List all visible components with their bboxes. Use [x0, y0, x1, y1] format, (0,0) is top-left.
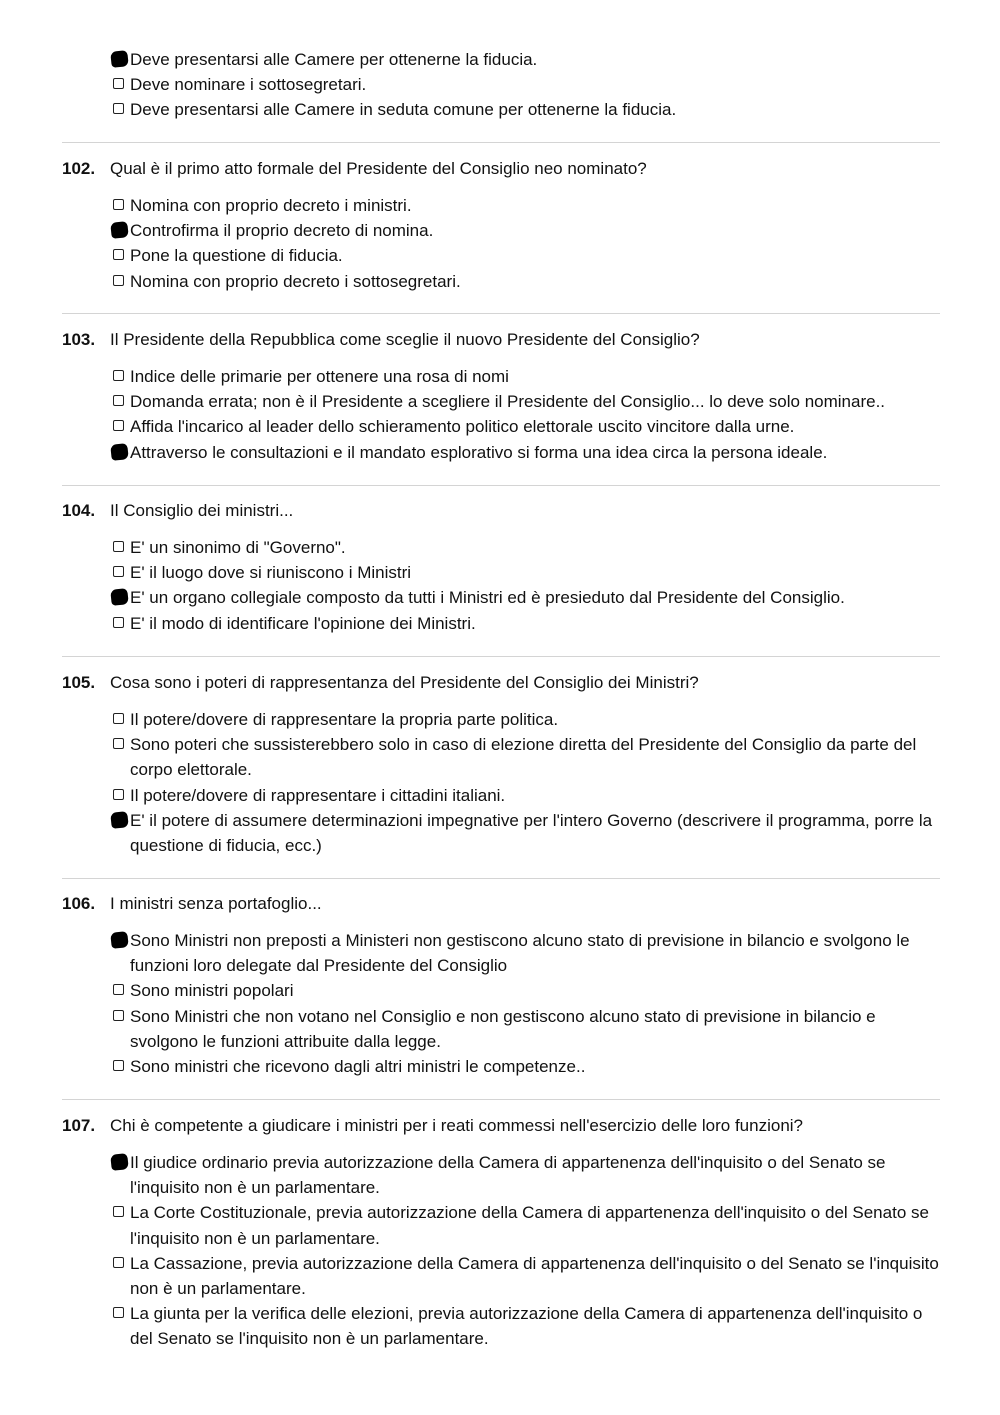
question-101-continuation: [62, 47, 940, 123]
answer-text: Sono Ministri non preposti a Ministeri non gestiscono alcuno stato di previsione in bilancio e svolgono le funzioni loro delegate dal Presidente del Consiglio: [130, 931, 910, 976]
checkbox-checked-icon[interactable]: [110, 1153, 129, 1171]
answer-option[interactable]: [112, 585, 940, 610]
answer-text: E' il potere di assumere determinazioni impegnative per l'intero Governo (descrivere il programma, porre la questione di fiducia, ecc.): [130, 810, 933, 856]
checkbox-checked-icon[interactable]: [110, 811, 129, 829]
answer-option[interactable]: [112, 560, 940, 585]
checkbox-empty-icon[interactable]: [113, 984, 124, 995]
question-104: [62, 498, 940, 636]
answer-text: La Cassazione, previa autorizzazione della Camera di appartenenza dell'inquisito o del Senato se l'inquisito non è un parlamentare.: [130, 1253, 939, 1299]
separator-line: [62, 656, 940, 657]
question-number: 106.: [62, 894, 96, 913]
checkbox-empty-icon[interactable]: [113, 617, 124, 628]
answer-option[interactable]: [112, 928, 940, 978]
checkbox-empty-icon[interactable]: [113, 1010, 124, 1021]
answer-option[interactable]: [112, 414, 940, 439]
answer-text: Deve presentarsi alle Camere per ottenerne la fiducia.: [130, 50, 538, 69]
answer-option[interactable]: [112, 707, 940, 732]
answer-text: Sono Ministri che non votano nel Consiglio e non gestiscono alcuno stato di previsione in bilancio e svolgono le funzioni attribuite dalla legge.: [130, 1006, 876, 1051]
checkbox-empty-icon[interactable]: [113, 249, 124, 260]
separator-line: [62, 313, 940, 314]
checkbox-empty-icon[interactable]: [113, 789, 124, 800]
checkbox-empty-icon[interactable]: [113, 103, 124, 114]
answer-text: Il potere/dovere di rappresentare i cittadini italiani.: [130, 785, 506, 805]
checkbox-empty-icon[interactable]: [113, 1060, 124, 1071]
checkbox-checked-icon[interactable]: [110, 50, 129, 68]
answer-text: Indice delle primarie per ottenere una rosa di nomi: [130, 367, 509, 386]
question-text: I ministri senza portafoglio...: [110, 894, 322, 913]
checkbox-checked-icon[interactable]: [110, 931, 129, 949]
question-text: Il Presidente della Repubblica come sceglie il nuovo Presidente del Consiglio?: [110, 330, 700, 349]
question-text: Cosa sono i poteri di rappresentanza del Presidente del Consiglio dei Ministri?: [110, 673, 699, 692]
answer-list: [112, 47, 940, 123]
question-text: Qual è il primo atto formale del Presidente del Consiglio neo nominato?: [110, 159, 647, 178]
answer-text: Affida l'incarico al leader dello schieramento politico elettorale uscito vincitore dalla urne.: [130, 417, 795, 437]
answer-text: Attraverso le consultazioni e il mandato esplorativo si forma una idea circa la persona ideale.: [130, 442, 828, 462]
separator-line: [62, 1099, 940, 1100]
answer-text: E' il modo di identificare l'opinione dei Ministri.: [130, 613, 476, 633]
checkbox-empty-icon[interactable]: [113, 738, 124, 749]
answer-option[interactable]: [112, 1200, 940, 1250]
checkbox-empty-icon[interactable]: [113, 370, 124, 381]
answer-option[interactable]: [112, 269, 940, 294]
answer-option[interactable]: [112, 193, 940, 218]
checkbox-empty-icon[interactable]: [113, 541, 124, 552]
answer-list: [112, 535, 940, 636]
answer-option[interactable]: [112, 783, 940, 808]
answer-text: Il giudice ordinario previa autorizzazione della Camera di appartenenza dell'inquisito o del Senato se l'inquisito non è un parlamentare.: [130, 1153, 886, 1198]
answer-option[interactable]: [112, 72, 940, 97]
answer-text: Domanda errata; non è il Presidente a scegliere il Presidente del Consiglio... lo deve solo nominare..: [130, 392, 886, 412]
separator-line: [62, 485, 940, 486]
answer-text: E' il luogo dove si riuniscono i Ministri: [130, 563, 412, 583]
answer-option[interactable]: [112, 440, 940, 465]
answer-text: E' un sinonimo di "Governo".: [130, 538, 346, 557]
checkbox-empty-icon[interactable]: [113, 199, 124, 210]
answer-option[interactable]: [112, 364, 940, 389]
answer-text: Il potere/dovere di rappresentare la propria parte politica.: [130, 710, 559, 729]
separator-line: [62, 142, 940, 143]
answer-option[interactable]: [112, 1054, 940, 1079]
question-number: 105.: [62, 673, 96, 692]
checkbox-empty-icon[interactable]: [113, 275, 124, 286]
answer-option[interactable]: [112, 1004, 940, 1054]
answer-text: Deve presentarsi alle Camere in seduta comune per ottenerne la fiducia.: [130, 100, 677, 120]
answer-list: [112, 1150, 940, 1352]
answer-option[interactable]: [112, 978, 940, 1003]
answer-option[interactable]: [112, 1301, 940, 1351]
checkbox-checked-icon[interactable]: [110, 589, 129, 607]
answer-text: E' un organo collegiale composto da tutti i Ministri ed è presieduto dal Presidente del Consiglio.: [130, 588, 845, 608]
answer-list: [112, 364, 940, 465]
question-106: [62, 891, 940, 1079]
question-107: [62, 1113, 940, 1352]
answer-text: Controfirma il proprio decreto di nomina.: [130, 221, 434, 241]
answer-text: Sono ministri popolari: [130, 981, 294, 1001]
answer-list: [112, 707, 940, 858]
answer-list: [112, 193, 940, 294]
separator-line: [62, 878, 940, 879]
question-text: Chi è competente a giudicare i ministri per i reati commessi nell'esercizio delle loro funzioni?: [110, 1116, 803, 1135]
answer-option[interactable]: [112, 243, 940, 268]
answer-option[interactable]: [112, 389, 940, 414]
checkbox-empty-icon[interactable]: [113, 420, 124, 431]
answer-option[interactable]: [112, 611, 940, 636]
answer-option[interactable]: [112, 1251, 940, 1301]
answer-text: La Corte Costituzionale, previa autorizzazione della Camera di appartenenza dell'inquisito o del Senato se l'inquisito non è un parlamentare.: [130, 1203, 929, 1248]
answer-option[interactable]: [112, 808, 940, 858]
answer-text: Pone la questione di fiducia.: [130, 246, 343, 266]
question-number: 107.: [62, 1116, 96, 1135]
checkbox-empty-icon[interactable]: [113, 713, 124, 724]
checkbox-empty-icon[interactable]: [113, 566, 124, 577]
checkbox-empty-icon[interactable]: [113, 1206, 124, 1217]
answer-text: Nomina con proprio decreto i ministri.: [130, 196, 412, 215]
checkbox-empty-icon[interactable]: [113, 1307, 124, 1318]
question-105: [62, 670, 940, 858]
question-102: [62, 156, 940, 294]
checkbox-checked-icon[interactable]: [110, 221, 129, 239]
answer-text: Nomina con proprio decreto i sottosegretari.: [130, 271, 461, 291]
question-number: 104.: [62, 501, 96, 520]
question-103: [62, 327, 940, 465]
answer-option[interactable]: [112, 732, 940, 782]
answer-option[interactable]: [112, 535, 940, 560]
answer-text: La giunta per la verifica delle elezioni, previa autorizzazione della Camera di appartenenza dell'inquisito o del Senato se l'inquisito non è un parlamentare.: [130, 1304, 923, 1349]
question-number: 103.: [62, 330, 96, 349]
answer-option[interactable]: [112, 97, 940, 122]
answer-option[interactable]: [112, 47, 940, 72]
question-text: Il Consiglio dei ministri...: [110, 501, 294, 520]
checkbox-empty-icon[interactable]: [113, 395, 124, 406]
answer-list: [112, 928, 940, 1079]
answer-option[interactable]: [112, 218, 940, 243]
question-number: 102.: [62, 159, 96, 178]
checkbox-checked-icon[interactable]: [110, 443, 129, 461]
checkbox-empty-icon[interactable]: [113, 1257, 124, 1268]
answer-text: Deve nominare i sottosegretari.: [130, 75, 367, 95]
checkbox-empty-icon[interactable]: [113, 78, 124, 89]
answer-option[interactable]: [112, 1150, 940, 1200]
answer-text: Sono ministri che ricevono dagli altri ministri le competenze..: [130, 1057, 586, 1077]
answer-text: Sono poteri che sussisterebbero solo in caso di elezione diretta del Presidente del Consiglio da parte del corpo elettorale.: [130, 735, 917, 780]
